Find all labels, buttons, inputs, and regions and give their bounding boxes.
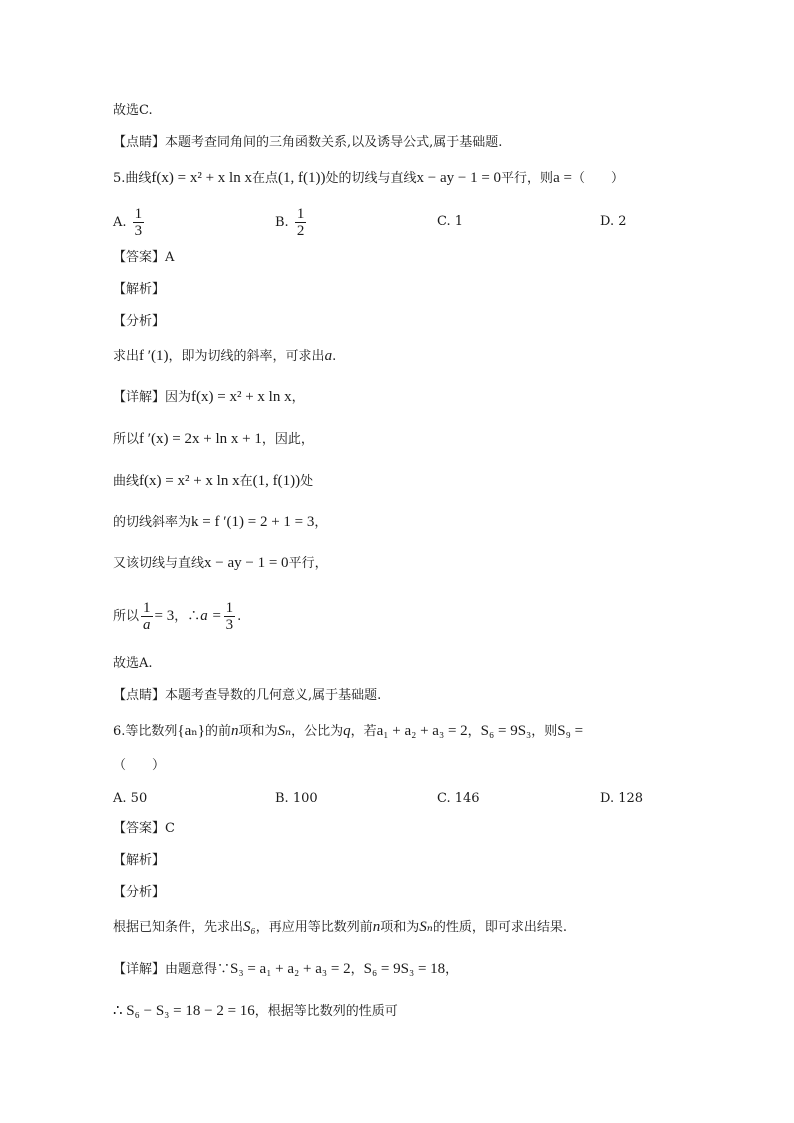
- q5-option-c: [437, 212, 463, 232]
- prev-tip: 【点睛】本题考查同角间的三角函数关系,以及诱导公式,属于基础题.: [113, 135, 503, 150]
- q6-paren: （ ）: [113, 758, 166, 773]
- q5-fenxi-math: f ′(1): [139, 348, 169, 364]
- q5-fenxi-text-1: 求出: [113, 349, 140, 364]
- q5-option-b-den: 2: [296, 223, 305, 239]
- q5-fenxi: 【分析】: [113, 314, 166, 329]
- q5-detail-5: [113, 553, 328, 574]
- q6-detail-2-end: ，根据等比数列的性质可: [254, 1004, 398, 1019]
- q5-fenxi-text-2: ，即为切线的斜率，可求出: [168, 349, 325, 364]
- q5-detail-6-res-num: 1: [225, 600, 234, 616]
- q6-fenxi-1: 根据已知条件，先求出: [113, 920, 244, 935]
- q5-option-a: [113, 206, 146, 239]
- q5-prefix: 5.曲线: [113, 171, 152, 186]
- q5-ask: a =: [553, 170, 572, 186]
- q6-fenxi-s6: S₆: [243, 919, 256, 935]
- q6-prefix: 6.等比数列: [113, 724, 178, 739]
- q6-fenxi-sn: Sₙ: [419, 919, 433, 935]
- q5-fenxi-var: a: [324, 348, 333, 364]
- prev-conclusion: 故选C.: [113, 103, 153, 118]
- q6-t2: 项和为: [238, 724, 278, 739]
- q5-detail-1-end: ，: [291, 390, 305, 405]
- q6-cond2: S₆ = 9S₃: [480, 723, 532, 739]
- q5-fenxi-text-3: .: [332, 349, 337, 364]
- q6-answer: 【答案】C: [113, 821, 175, 836]
- q5-detail-6-frac: [141, 600, 153, 633]
- q6-t5: ，: [467, 724, 481, 739]
- q6-fenxi-2: ，再应用等比数列前: [255, 920, 373, 935]
- q6-option-a: [113, 789, 147, 809]
- q5-conclusion: 故选A.: [113, 656, 153, 671]
- q5-detail-3-math: f(x) = x² + x ln x: [139, 473, 240, 489]
- q6-detail-1-mid: ，: [350, 962, 364, 977]
- q6-fenxi: 【分析】: [113, 885, 166, 900]
- q6-cond1: a₁ + a₂ + a₃ = 2: [376, 723, 468, 739]
- q5-detail-6-mid: ，∴: [174, 609, 201, 624]
- q5-tip: 【点睛】本题考查导数的几何意义,属于基础题.: [113, 688, 382, 703]
- q5-option-b-num: 1: [296, 206, 305, 222]
- q5-detail-6: [113, 598, 241, 635]
- q6-seq: {aₙ}: [177, 723, 205, 739]
- q5-detail-5-end: 平行，: [288, 556, 328, 571]
- q5-detail-3-end: 处: [300, 474, 314, 489]
- q6-fenxi-4: 的性质，即可求出结果.: [432, 920, 567, 935]
- q5-option-d: [600, 212, 627, 232]
- q5-option-b-label: B.: [275, 215, 289, 230]
- q6-stem: [113, 721, 583, 742]
- q6-fenxi-3: 项和为: [380, 920, 420, 935]
- q6-option-b-label: B.: [275, 791, 289, 806]
- q5-option-b: [275, 206, 308, 239]
- q5-option-d-label: D.: [600, 214, 615, 229]
- q5-detail-3-pre: 曲线: [113, 474, 140, 489]
- q5-detail-6-end: .: [237, 609, 242, 624]
- q6-detail-1-math2: S₆ = 9S₃ = 18: [363, 961, 446, 977]
- q6-ask: S₉ =: [557, 723, 584, 739]
- q5-detail-2-pre: 所以: [113, 432, 140, 447]
- q6-detail-1-math: S₃ = a₁ + a₂ + a₃ = 2: [230, 961, 351, 977]
- q5-analysis: 【解析】: [113, 282, 166, 297]
- q6-option-c-value: 146: [454, 791, 480, 806]
- q5-option-d-value: 2: [618, 214, 627, 229]
- q6-detail-1: [113, 959, 458, 980]
- q6-option-b: [275, 789, 318, 809]
- q5-mid2: 处的切线与直线: [325, 171, 417, 186]
- q5-detail-6-frac-den: a: [143, 617, 151, 633]
- q6-option-c: [437, 789, 480, 809]
- q5-detail-2-math: f ′(x) = 2x + ln x + 1: [139, 431, 262, 447]
- q5-detail-5-math: x − ay − 1 = 0: [204, 555, 289, 571]
- q5-mid1: 在点: [251, 171, 278, 186]
- q6-option-d-label: D.: [600, 791, 615, 806]
- q6-option-c-label: C.: [437, 791, 451, 806]
- q6-option-a-value: 50: [130, 791, 148, 806]
- q6-t3: ，公比为: [291, 724, 344, 739]
- q6-t4: ，若: [350, 724, 377, 739]
- q6-sn: Sₙ: [277, 723, 292, 739]
- q5-option-a-den: 3: [134, 223, 143, 239]
- q5-option-c-label: C.: [437, 214, 451, 229]
- q6-t1: 的前: [204, 724, 231, 739]
- q6-fenxi-n: n: [372, 919, 381, 935]
- q6-n: n: [230, 723, 239, 739]
- q5-detail-1-math: f(x) = x² + x ln x: [191, 389, 292, 405]
- q5-detail-2-end: ，因此，: [261, 432, 314, 447]
- q5-detail-2: [113, 429, 314, 450]
- q5-point: (1, f(1)): [278, 170, 326, 186]
- q6-detail-1-label: 【详解】由题意得∵: [113, 962, 231, 977]
- q5-detail-6-pre: 所以: [113, 609, 140, 624]
- q5-option-a-frac: [133, 206, 145, 239]
- q5-detail-6-result: [224, 600, 236, 633]
- q6-q: q: [343, 723, 351, 739]
- q5-detail-1-label: 【详解】因为: [113, 390, 192, 405]
- q5-stem: [113, 168, 624, 189]
- q5-mid3: 平行，则: [501, 171, 554, 186]
- q5-fenxi-text: [113, 346, 336, 367]
- q5-line: x − ay − 1 = 0: [416, 170, 502, 186]
- q6-detail-2-math: ∴ S₆ − S₃ = 18 − 2 = 16: [113, 1003, 255, 1019]
- q5-detail-3-mid: 在: [239, 474, 253, 489]
- q6-option-d-value: 128: [618, 791, 644, 806]
- q5-func: f(x) = x² + x ln x: [151, 170, 252, 186]
- q5-option-b-frac: [295, 206, 307, 239]
- q5-detail-4-math: k = f ′(1) = 2 + 1 = 3: [191, 514, 315, 530]
- q6-option-b-value: 100: [292, 791, 318, 806]
- q5-detail-5-pre: 又该切线与直线: [113, 556, 205, 571]
- q5-detail-6-eq: = 3: [154, 608, 175, 624]
- q5-detail-6-frac-num: 1: [143, 600, 151, 616]
- q5-option-a-num: 1: [134, 206, 143, 222]
- q6-option-d: [600, 789, 643, 809]
- q5-detail-6-res-den: 3: [225, 617, 234, 633]
- q5-answer: 【答案】A: [113, 250, 175, 265]
- q6-fenxi-text: [113, 917, 567, 938]
- q6-detail-1-end: ，: [445, 962, 459, 977]
- q5-detail-4-end: ，: [314, 515, 328, 530]
- q5-detail-1: [113, 387, 305, 408]
- q5-paren: （ ）: [571, 171, 624, 186]
- q5-option-a-label: A.: [113, 215, 127, 230]
- q6-option-a-label: A.: [113, 791, 127, 806]
- q5-detail-6-a: a =: [200, 608, 222, 624]
- q5-detail-3-point: (1, f(1)): [252, 473, 301, 489]
- q5-detail-4: [113, 512, 327, 533]
- q6-detail-2: [113, 1001, 398, 1022]
- q5-detail-4-pre: 的切线斜率为: [113, 515, 192, 530]
- q6-t6: ，则: [531, 724, 558, 739]
- q6-analysis: 【解析】: [113, 853, 166, 868]
- q5-detail-3: [113, 471, 313, 492]
- q5-option-c-value: 1: [454, 214, 464, 229]
